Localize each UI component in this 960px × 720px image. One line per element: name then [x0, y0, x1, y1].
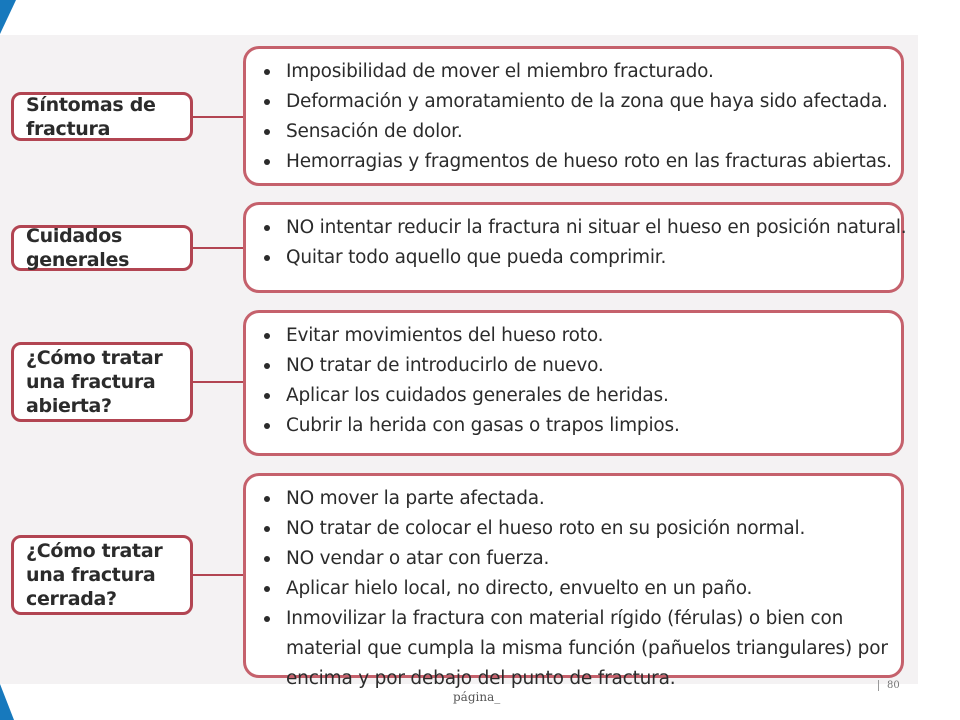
list-item: Aplicar los cuidados generales de heridas. — [256, 381, 891, 411]
connector-line — [193, 247, 245, 249]
list-item: NO intentar reducir la fractura ni situar el hueso en posición natural. — [256, 213, 891, 243]
list-item: Cubrir la herida con gasas o trapos limpios. — [256, 411, 891, 441]
connector-line — [193, 116, 245, 118]
section-label: ¿Cómo tratar una fractura cerrada? — [11, 535, 193, 615]
section-content — [243, 202, 907, 293]
list-item: Evitar movimientos del hueso roto. — [256, 321, 891, 351]
connector-line — [193, 574, 245, 576]
section-content — [243, 310, 904, 456]
list-item: Quitar todo aquello que pueda comprimir. — [256, 243, 891, 273]
corner-decoration-top — [0, 0, 16, 34]
list-item: NO tratar de introducirlo de nuevo. — [256, 351, 891, 381]
section-label: ¿Cómo tratar una fractura abierta? — [11, 342, 193, 422]
bullet-list — [256, 57, 891, 177]
section-label: Síntomas de fractura — [11, 92, 193, 141]
list-item: Inmovilizar la fractura con material rígido (férulas) o bien con material que cumpla la misma función (pañuelos triangulares) por encima y por debajo del punto de fractura. — [256, 604, 891, 694]
connector-line — [193, 381, 245, 383]
footer-text: página_ — [453, 690, 501, 704]
list-item: Sensación de dolor. — [256, 117, 891, 147]
page-number: 80 — [878, 680, 900, 691]
list-item: NO mover la parte afectada. — [256, 484, 891, 514]
bullet-list — [256, 484, 891, 694]
list-item: Imposibilidad de mover el miembro fracturado. — [256, 57, 891, 87]
list-item: Deformación y amoratamiento de la zona que haya sido afectada. — [256, 87, 891, 117]
list-item: Hemorragias y fragmentos de hueso roto en las fracturas abiertas. — [256, 147, 891, 177]
section-label: Cuidados generales — [11, 225, 193, 271]
bullet-list — [256, 213, 907, 273]
list-item: NO tratar de colocar el hueso roto en su posición normal. — [256, 514, 891, 544]
bullet-list — [256, 321, 891, 441]
list-item: NO vendar o atar con fuerza. — [256, 544, 891, 574]
list-item: Aplicar hielo local, no directo, envuelto en un paño. — [256, 574, 891, 604]
section-content — [243, 46, 904, 186]
corner-decoration-bottom — [0, 684, 14, 720]
